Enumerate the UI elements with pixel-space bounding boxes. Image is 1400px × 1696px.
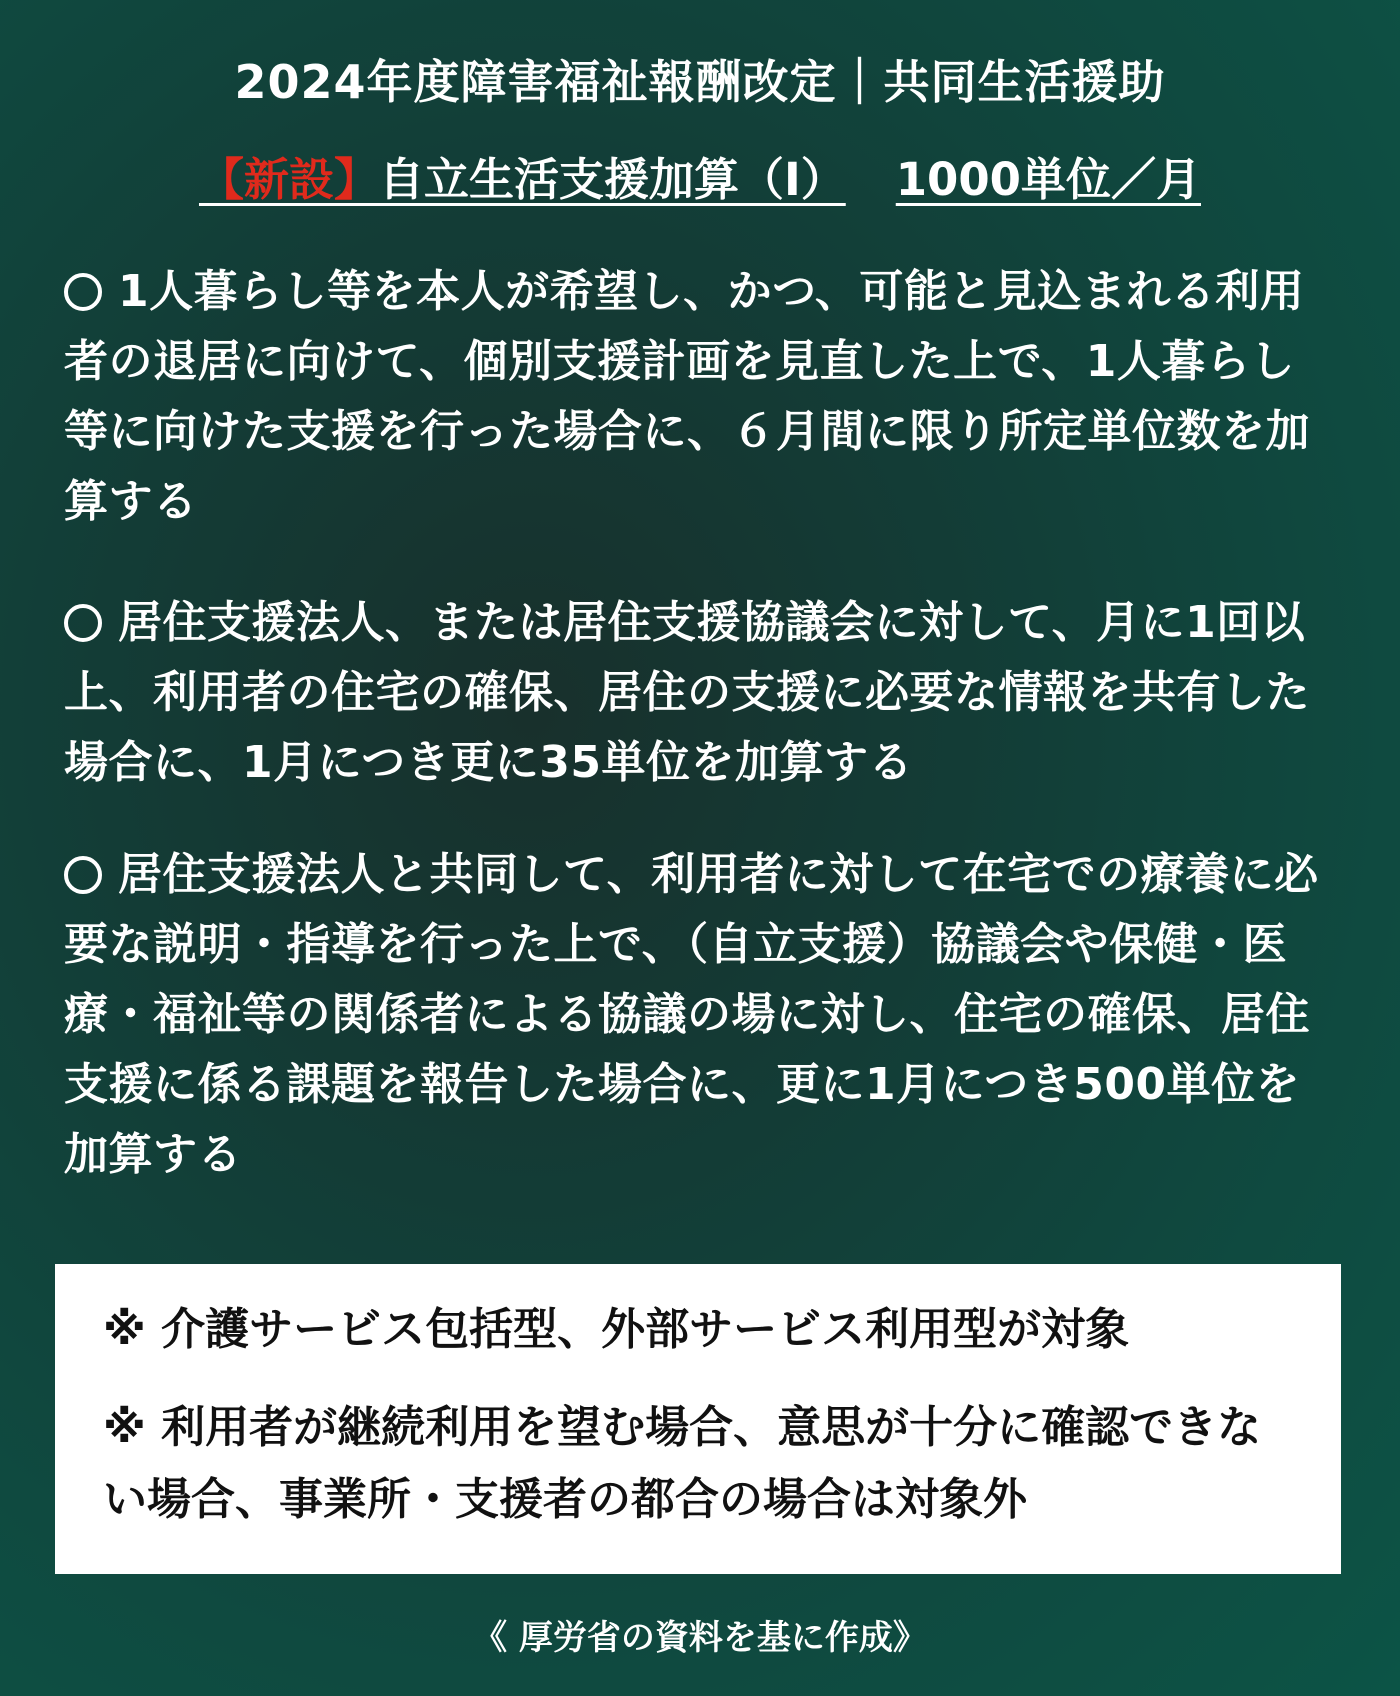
source-footer: 《 厚労省の資料を基に作成》: [473, 1618, 927, 1658]
page-title: 2024年度障害福祉報酬改定｜共同生活援助: [234, 55, 1166, 109]
paragraph-text: 居住支援法人、または居住支援協議会に対して、月に1回以上、利用者の住宅の確保、居住の支援に必要な情報を共有した場合に、1月につき更に35単位を加算する: [64, 597, 1310, 788]
new-tag: 【新設】: [198, 153, 379, 206]
circle-bullet-icon: [64, 604, 102, 642]
notes-box: [55, 1264, 1341, 1574]
paragraph-text: 居住支援法人と共同して、利用者に対して在宅での療養に必要な説明・指導を行った上で、（自立支援）協議会や保健・医療・福祉等の関係者による協議の場に対し、住宅の確保、居住支援に係る課題を報告した場合に、更に1月につき500単位を加算する: [64, 849, 1319, 1180]
addition-name: [199, 153, 846, 206]
bullet-paragraph: [64, 588, 1336, 798]
paragraph-text: 1人暮らし等を本人が希望し、かつ、可能と見込まれる利用者の退居に向けて、個別支援計画を見直した上で、1人暮らし等に向けた支援を行った場合に、６月間に限り所定単位数を加算する: [64, 266, 1310, 527]
bullet-paragraph: [64, 257, 1336, 537]
note-item: ※ 介護サービス包括型、外部サービス利用型が対象: [103, 1304, 1130, 1355]
addition-name-text: 自立生活支援加算（Ⅰ）: [379, 153, 846, 206]
subtitle: [0, 150, 1400, 210]
circle-bullet-icon: [64, 856, 102, 894]
note-item: ※ 利用者が継続利用を望む場合、意思が十分に確認できない場合、事業所・支援者の都合の場合は対象外: [103, 1402, 1262, 1525]
circle-bullet-icon: [64, 273, 102, 311]
units-per-month: 1000単位／月: [895, 153, 1201, 206]
bullet-paragraph: [64, 840, 1336, 1190]
